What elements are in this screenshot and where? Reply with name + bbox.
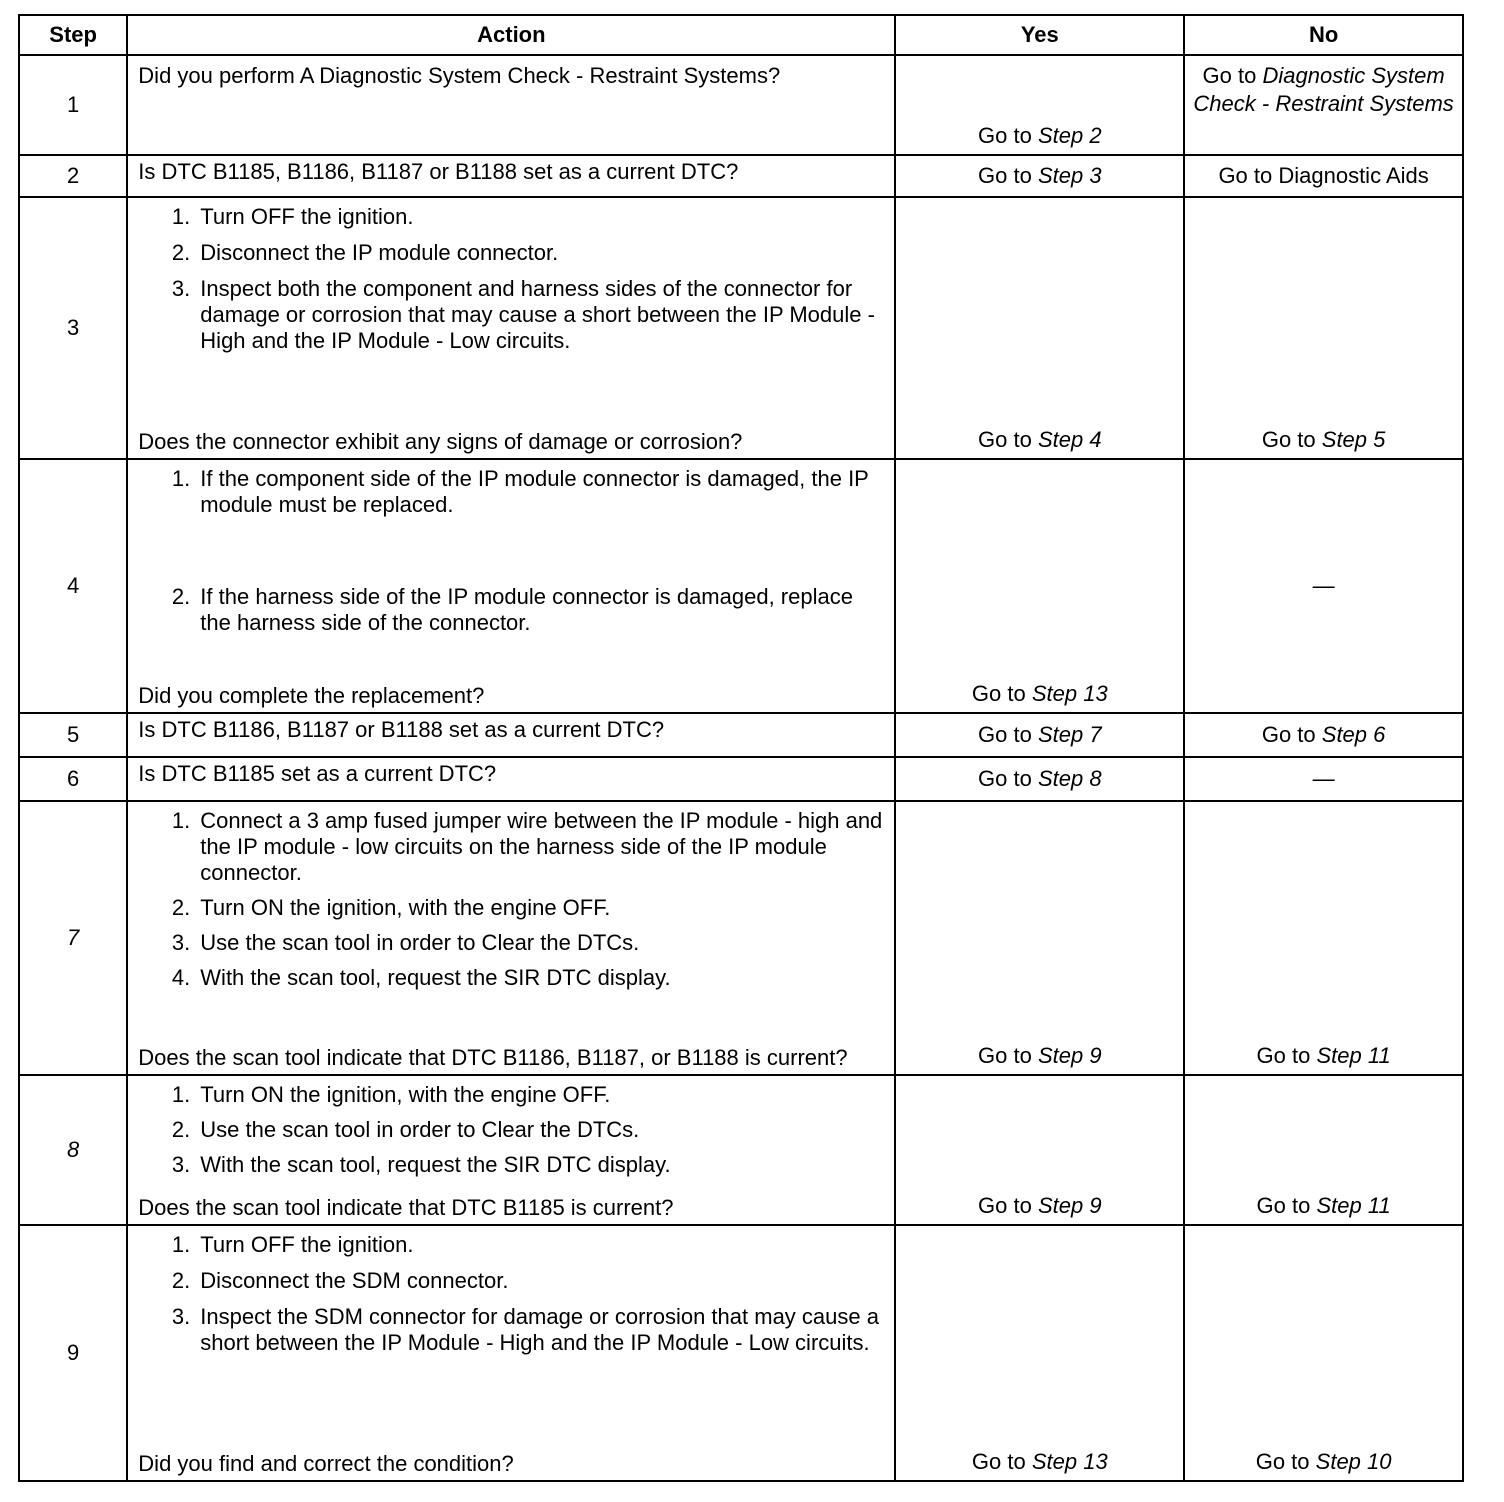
not-applicable-dash: —	[1312, 766, 1335, 791]
step-link[interactable]: Step 11	[1316, 1193, 1391, 1218]
question-text: Does the scan tool indicate that DTC B1185 is current?	[138, 1195, 674, 1220]
yes-cell: Go to Step 9	[895, 1075, 1184, 1225]
yes-cell: Go to Step 13	[895, 1225, 1184, 1481]
no-cell: Go to Diagnostic System Check - Restraint Systems	[1184, 55, 1463, 155]
header-row	[19, 15, 1463, 55]
diagnostic-aids-link[interactable]: Go to Diagnostic Aids	[1218, 163, 1429, 188]
list-item: 2. Use the scan tool in order to Clear the DTCs.	[196, 1117, 884, 1143]
no-cell: Go to Step 6	[1184, 713, 1463, 757]
question-text: Does the connector exhibit any signs of damage or corrosion?	[138, 429, 743, 454]
action-cell	[127, 459, 895, 713]
no-cell: Go to Step 5	[1184, 197, 1463, 459]
step-link[interactable]: Step 4	[1037, 427, 1102, 452]
step-number: 7	[19, 801, 127, 1075]
no-cell: Go to Step 10	[1184, 1225, 1463, 1481]
list-item: 1. Turn OFF the ignition.	[196, 204, 884, 230]
yes-cell: Go to Step 3	[895, 155, 1184, 197]
step-number: 8	[19, 1075, 127, 1225]
step-number: 3	[19, 197, 127, 459]
step-link[interactable]: Step 13	[1031, 1449, 1108, 1474]
list-item: 2. If the harness side of the IP module connector is damaged, replace the harness side of the connector.	[196, 584, 884, 636]
list-item: 3. Inspect the SDM connector for damage or corrosion that may cause a short between the IP Module - High and the IP Module - Low circuits.	[196, 1304, 884, 1356]
step-link[interactable]: Step 8	[1037, 766, 1102, 791]
action-cell	[127, 197, 895, 459]
yes-cell: Go to Step 9	[895, 801, 1184, 1075]
no-cell: Go to Step 11	[1184, 1075, 1463, 1225]
table-row	[19, 55, 1463, 155]
yes-cell: Go to Step 2	[895, 55, 1184, 155]
step-number: 9	[19, 1225, 127, 1481]
diagnostic-system-check-link[interactable]: Diagnostic System Check - Restraint Systems	[1193, 63, 1454, 116]
diagnostic-table	[18, 14, 1464, 1482]
step-link[interactable]: Step 7	[1037, 722, 1102, 747]
list-item: 3. Use the scan tool in order to Clear the DTCs.	[196, 930, 884, 956]
step-link[interactable]: Step 11	[1316, 1043, 1391, 1068]
question-text: Is DTC B1185, B1186, B1187 or B1188 set as a current DTC?	[138, 159, 739, 184]
table-row	[19, 1075, 1463, 1225]
list-item: 4. With the scan tool, request the SIR DTC display.	[196, 965, 884, 991]
list-item: 1. Connect a 3 amp fused jumper wire between the IP module - high and the IP module - low circuits on the harness side of the IP module connector.	[196, 808, 884, 886]
yes-cell: Go to Step 8	[895, 757, 1184, 801]
header-no: No	[1184, 15, 1463, 55]
step-link[interactable]: Step 2	[1037, 123, 1102, 148]
question-text: Is DTC B1186, B1187 or B1188 set as a current DTC?	[138, 717, 665, 742]
list-item: 2. Disconnect the SDM connector.	[196, 1268, 884, 1294]
step-number: 2	[19, 155, 127, 197]
step-link[interactable]: Step 9	[1037, 1043, 1102, 1068]
list-item: 3. Inspect both the component and harness sides of the connector for damage or corrosion that may cause a short between the IP Module - High and the IP Module - Low circuits.	[196, 276, 884, 354]
step-number: 1	[19, 55, 127, 155]
no-cell	[1184, 757, 1463, 801]
yes-cell: Go to Step 7	[895, 713, 1184, 757]
list-item: 1. Turn OFF the ignition.	[196, 1232, 884, 1258]
step-number: 4	[19, 459, 127, 713]
table-row	[19, 197, 1463, 459]
step-link[interactable]: Step 5	[1321, 427, 1386, 452]
action-cell	[127, 1225, 895, 1481]
question-text: Did you find and correct the condition?	[138, 1451, 514, 1476]
question-text: Is DTC B1185 set as a current DTC?	[138, 761, 497, 786]
list-item: 1. Turn ON the ignition, with the engine OFF.	[196, 1082, 884, 1108]
step-number: 5	[19, 713, 127, 757]
list-item: 2. Turn ON the ignition, with the engine OFF.	[196, 895, 884, 921]
table-row	[19, 155, 1463, 197]
question-text: Did you complete the replacement?	[138, 683, 485, 708]
step-link[interactable]: Step 13	[1031, 681, 1108, 706]
table-row	[19, 757, 1463, 801]
header-action: Action	[127, 15, 895, 55]
table-row	[19, 1225, 1463, 1481]
header-step: Step	[19, 15, 127, 55]
step-link[interactable]: Step 6	[1321, 722, 1386, 747]
list-item: 2. Disconnect the IP module connector.	[196, 240, 884, 266]
action-cell	[127, 55, 895, 155]
action-cell	[127, 757, 895, 801]
yes-cell: Go to Step 4	[895, 197, 1184, 459]
action-cell	[127, 801, 895, 1075]
header-yes: Yes	[895, 15, 1184, 55]
question-text: Did you perform A Diagnostic System Check - Restraint Systems?	[138, 63, 781, 88]
yes-cell: Go to Step 13	[895, 459, 1184, 713]
action-cell	[127, 155, 895, 197]
table-row	[19, 459, 1463, 713]
table-row	[19, 713, 1463, 757]
step-link[interactable]: Step 10	[1315, 1449, 1392, 1474]
step-number: 6	[19, 757, 127, 801]
step-link[interactable]: Step 9	[1037, 1193, 1102, 1218]
question-text: Does the scan tool indicate that DTC B1186, B1187, or B1188 is current?	[138, 1045, 848, 1070]
no-cell	[1184, 155, 1463, 197]
list-item: 1. If the component side of the IP module connector is damaged, the IP module must be replaced.	[196, 466, 884, 518]
no-cell: Go to Step 11	[1184, 801, 1463, 1075]
action-cell	[127, 1075, 895, 1225]
list-item: 3. With the scan tool, request the SIR DTC display.	[196, 1152, 884, 1178]
no-cell	[1184, 459, 1463, 713]
step-link[interactable]: Step 3	[1037, 163, 1102, 188]
not-applicable-dash: —	[1312, 573, 1335, 598]
table-row	[19, 801, 1463, 1075]
action-cell	[127, 713, 895, 757]
